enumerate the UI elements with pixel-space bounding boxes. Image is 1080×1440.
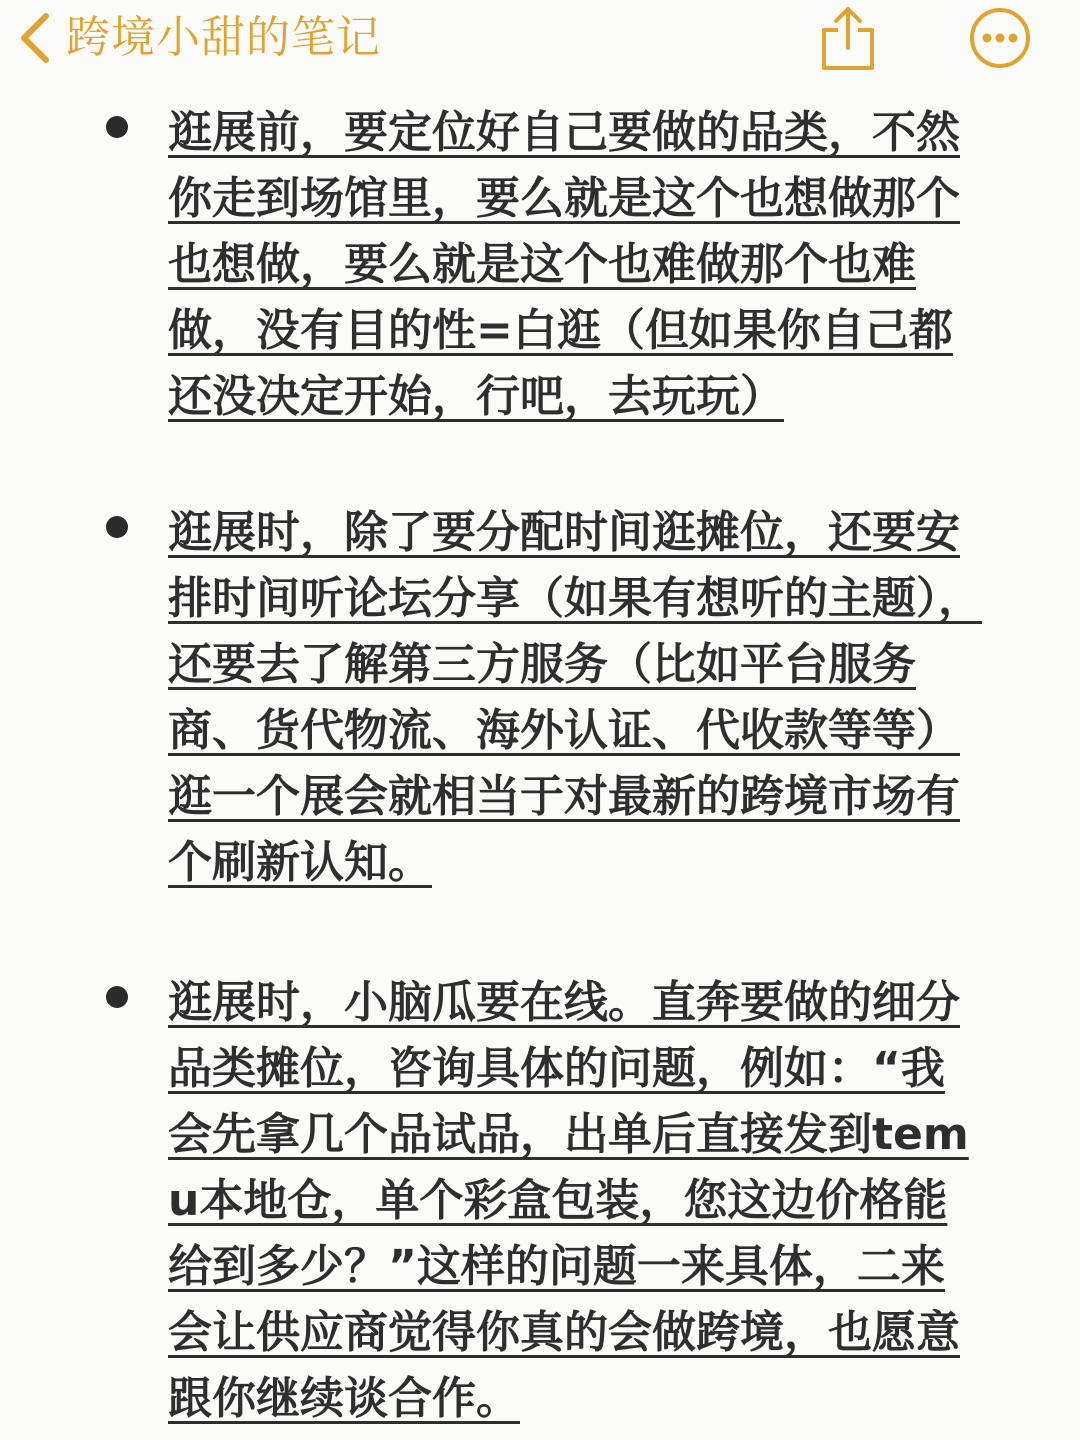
back-label: 跨境小甜的笔记 (66, 12, 381, 63)
share-button[interactable] (818, 6, 878, 76)
navigation-bar (0, 0, 1080, 80)
note-paragraph: 逛展时，除了要分配时间逛摊位，还要安排时间听论坛分享（如果有想听的主题），还要去了解第三方服务（比如平台服务商、货代物流、海外认证、代收款等等）逛一个展会就相当于对最新的跨境市场有个刷新认知。 (168, 507, 982, 888)
chevron-left-icon (18, 12, 52, 64)
more-icon (968, 55, 1032, 74)
more-options-button[interactable] (968, 6, 1032, 74)
back-button[interactable] (18, 4, 381, 72)
note-paragraph: 逛展时，小脑瓜要在线。直奔要做的细分品类摊位，咨询具体的问题，例如：“我会先拿几个品试品，出单后直接发到temu本地仓，单个彩盒包装，您这边价格能给到多少？”这样的问题一来具体，二来会让供应商觉得你真的会做跨境，也愿意跟你继续谈合作。 (168, 977, 969, 1424)
note-paragraph: 逛展前，要定位好自己要做的品类，不然你走到场馆里，要么就是这个也想做那个也想做，要么就是这个也难做那个也难做，没有目的性=白逛（但如果你自己都还没决定开始，行吧，去玩玩） (168, 107, 960, 422)
list-item (168, 970, 988, 1432)
bullet-icon (106, 516, 128, 538)
share-icon (818, 57, 878, 76)
list-item (168, 100, 988, 430)
bullet-icon (106, 116, 128, 138)
bullet-icon (106, 986, 128, 1008)
list-item (168, 500, 988, 896)
